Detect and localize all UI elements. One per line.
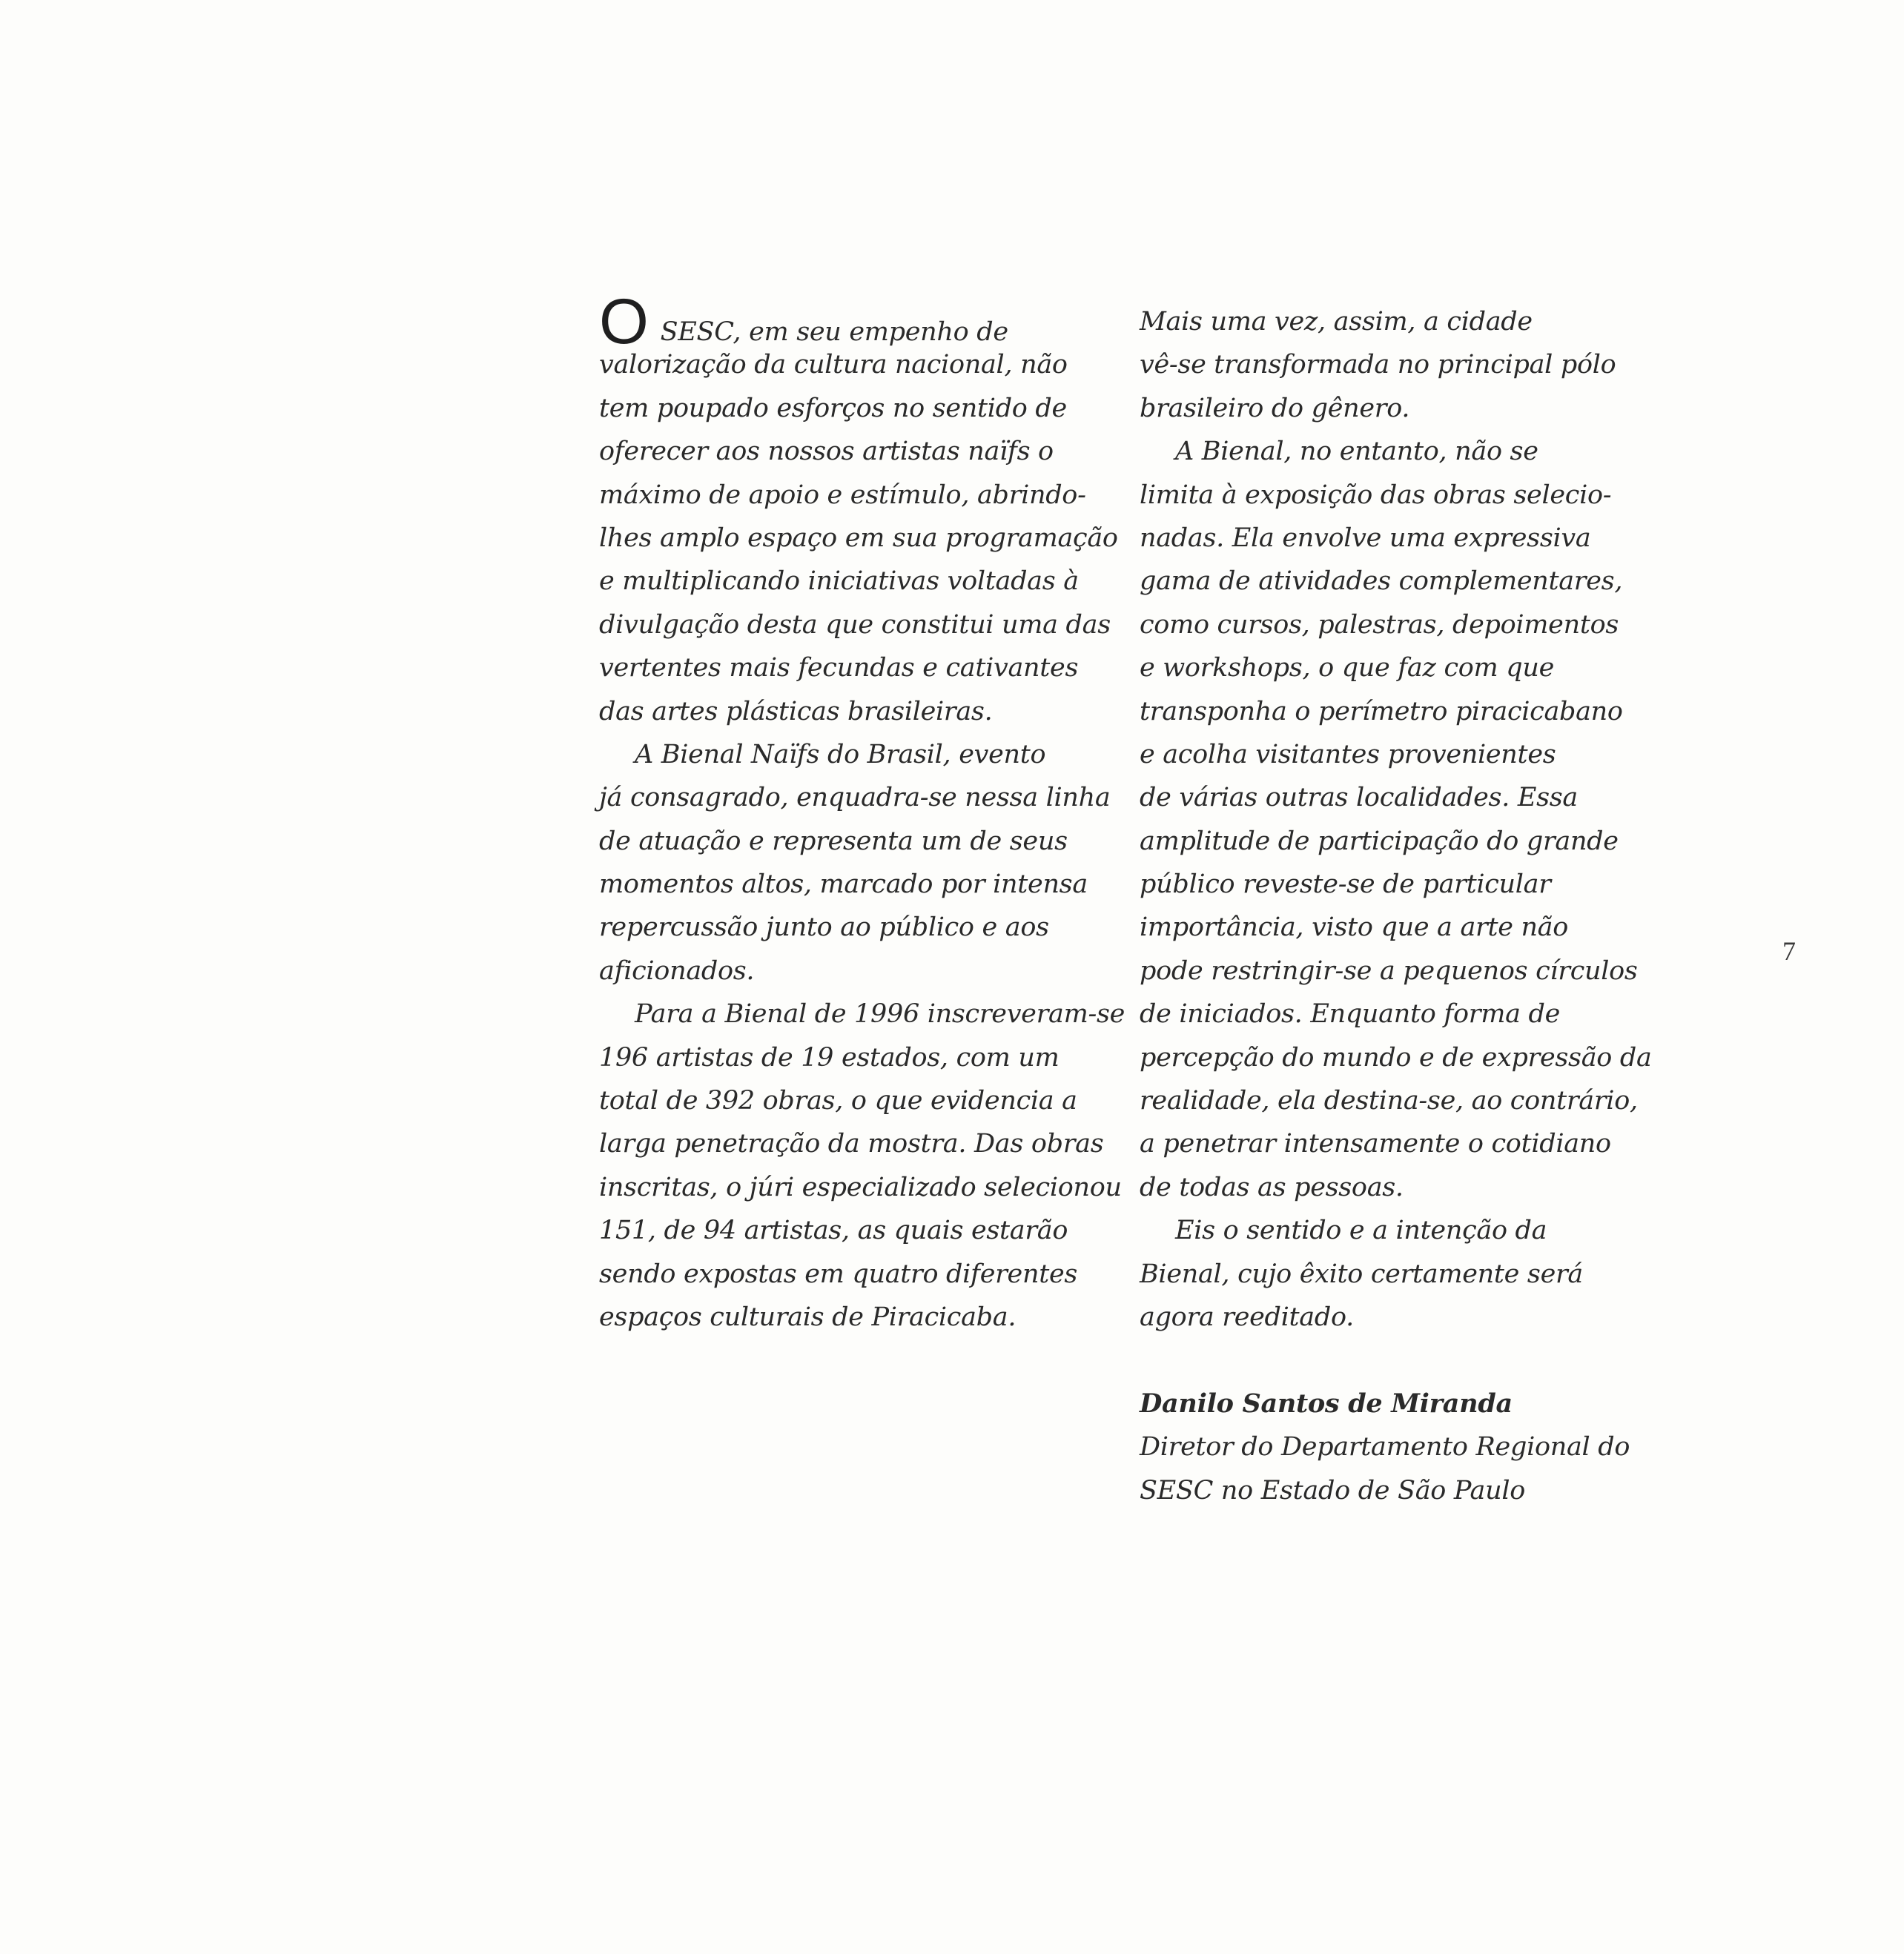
paragraph-5-line: importância, visto que a arte não <box>1140 913 1569 943</box>
paragraph-2-line: já consagrado, enquadra-se nessa linha <box>599 783 1111 813</box>
paragraph-5-line: a penetrar intensamente o cotidiano <box>1140 1129 1611 1159</box>
paragraph-1-line: divulgação desta que constitui uma das <box>599 609 1111 640</box>
paragraph-1-line: oferecer aos nossos artistas naïfs o <box>599 437 1054 467</box>
paragraph-2-line: de atuação e representa um de seus <box>599 826 1068 856</box>
paragraph-1-line: máximo de apoio e estímulo, abrindo- <box>599 480 1086 510</box>
paragraph-5-line: e acolha visitantes provenientes <box>1140 739 1556 769</box>
drop-cap: O <box>599 286 649 357</box>
paragraph-3-line: 151, de 94 artistas, as quais estarão <box>599 1216 1068 1246</box>
paragraph-1-line: lhes amplo espaço em sua programação <box>599 523 1118 553</box>
paragraph-3-line: sendo expostas em quatro diferentes <box>599 1259 1078 1289</box>
paragraph-3-line: total de 392 obras, o que evidencia a <box>599 1086 1077 1116</box>
paragraph-5-line: de todas as pessoas. <box>1140 1172 1404 1202</box>
paragraph-4-line: Mais uma vez, assim, a cidade <box>1140 307 1533 337</box>
paragraph-5-line: de iniciados. Enquanto forma de <box>1140 999 1560 1030</box>
paragraph-2-line: repercussão junto ao público e aos <box>599 913 1049 943</box>
paragraph-5-line: pode restringir-se a pequenos círculos <box>1140 956 1638 986</box>
paragraph-1-line: tem poupado esforços no sentido de <box>599 393 1067 423</box>
page-number: 7 <box>1782 936 1796 966</box>
right-text-column <box>1140 300 1673 1512</box>
paragraph-5-line: transponha o perímetro piracicabano <box>1140 696 1623 726</box>
paragraph-4-line: vê-se transformada no principal pólo <box>1140 350 1616 380</box>
paragraph-3-line: inscritas, o júri especializado selecionou <box>599 1172 1122 1202</box>
paragraph-5-line: realidade, ela destina-se, ao contrário, <box>1140 1086 1638 1116</box>
paragraph-2-line: aficionados. <box>599 956 755 986</box>
signature-name: Danilo Santos de Miranda <box>1140 1388 1513 1419</box>
signature-title-line-2: SESC no Estado de São Paulo <box>1140 1475 1526 1506</box>
left-text-column <box>599 286 1125 1339</box>
paragraph-3-line: 196 artistas de 19 estados, com um <box>599 1042 1060 1073</box>
paragraph-5-line: amplitude de participação do grande <box>1140 826 1619 856</box>
paragraph-6-line: agora reeditado. <box>1140 1302 1354 1332</box>
paragraph-3-line: larga penetração da mostra. Das obras <box>599 1129 1104 1159</box>
paragraph-1-line: vertentes mais fecundas e cativantes <box>599 653 1079 683</box>
paragraph-5-line: nadas. Ela envolve uma expressiva <box>1140 523 1591 553</box>
paragraph-5-line: gama de atividades complementares, <box>1140 566 1623 597</box>
paragraph-5-line: limita à exposição das obras selecio- <box>1140 480 1612 510</box>
paragraph-1-line: valorização da cultura nacional, não <box>599 350 1068 380</box>
paragraph-2-line: momentos altos, marcado por intensa <box>599 870 1088 900</box>
paragraph-3-line: espaços culturais de Piracicaba. <box>599 1302 1017 1332</box>
paragraph-1-line: das artes plásticas brasileiras. <box>599 696 993 726</box>
paragraph-1-line-1: OSESC, em seu empenho de <box>599 286 1008 357</box>
paragraph-5-line: como cursos, palestras, depoimentos <box>1140 609 1619 640</box>
signature-spacer <box>1140 1339 1673 1382</box>
paragraph-5-line: de várias outras localidades. Essa <box>1140 783 1578 813</box>
paragraph-5-line: e workshops, o que faz com que <box>1140 653 1555 683</box>
paragraph-3-line: Para a Bienal de 1996 inscreveram-se <box>635 999 1125 1030</box>
paragraph-2-line: A Bienal Naïfs do Brasil, evento <box>635 739 1046 769</box>
paragraph-5-line: A Bienal, no entanto, não se <box>1175 437 1538 467</box>
signature-title-line-1: Diretor do Departamento Regional do <box>1140 1432 1630 1463</box>
paragraph-5-line: público reveste-se de particular <box>1140 870 1551 900</box>
paragraph-6-line: Bienal, cujo êxito certamente será <box>1140 1259 1583 1289</box>
paragraph-1-line: e multiplicando iniciativas voltadas à <box>599 566 1079 597</box>
paragraph-6-line: Eis o sentido e a intenção da <box>1175 1216 1547 1246</box>
paragraph-5-line: percepção do mundo e de expressão da <box>1140 1042 1652 1073</box>
paragraph-4-line: brasileiro do gênero. <box>1140 393 1410 423</box>
